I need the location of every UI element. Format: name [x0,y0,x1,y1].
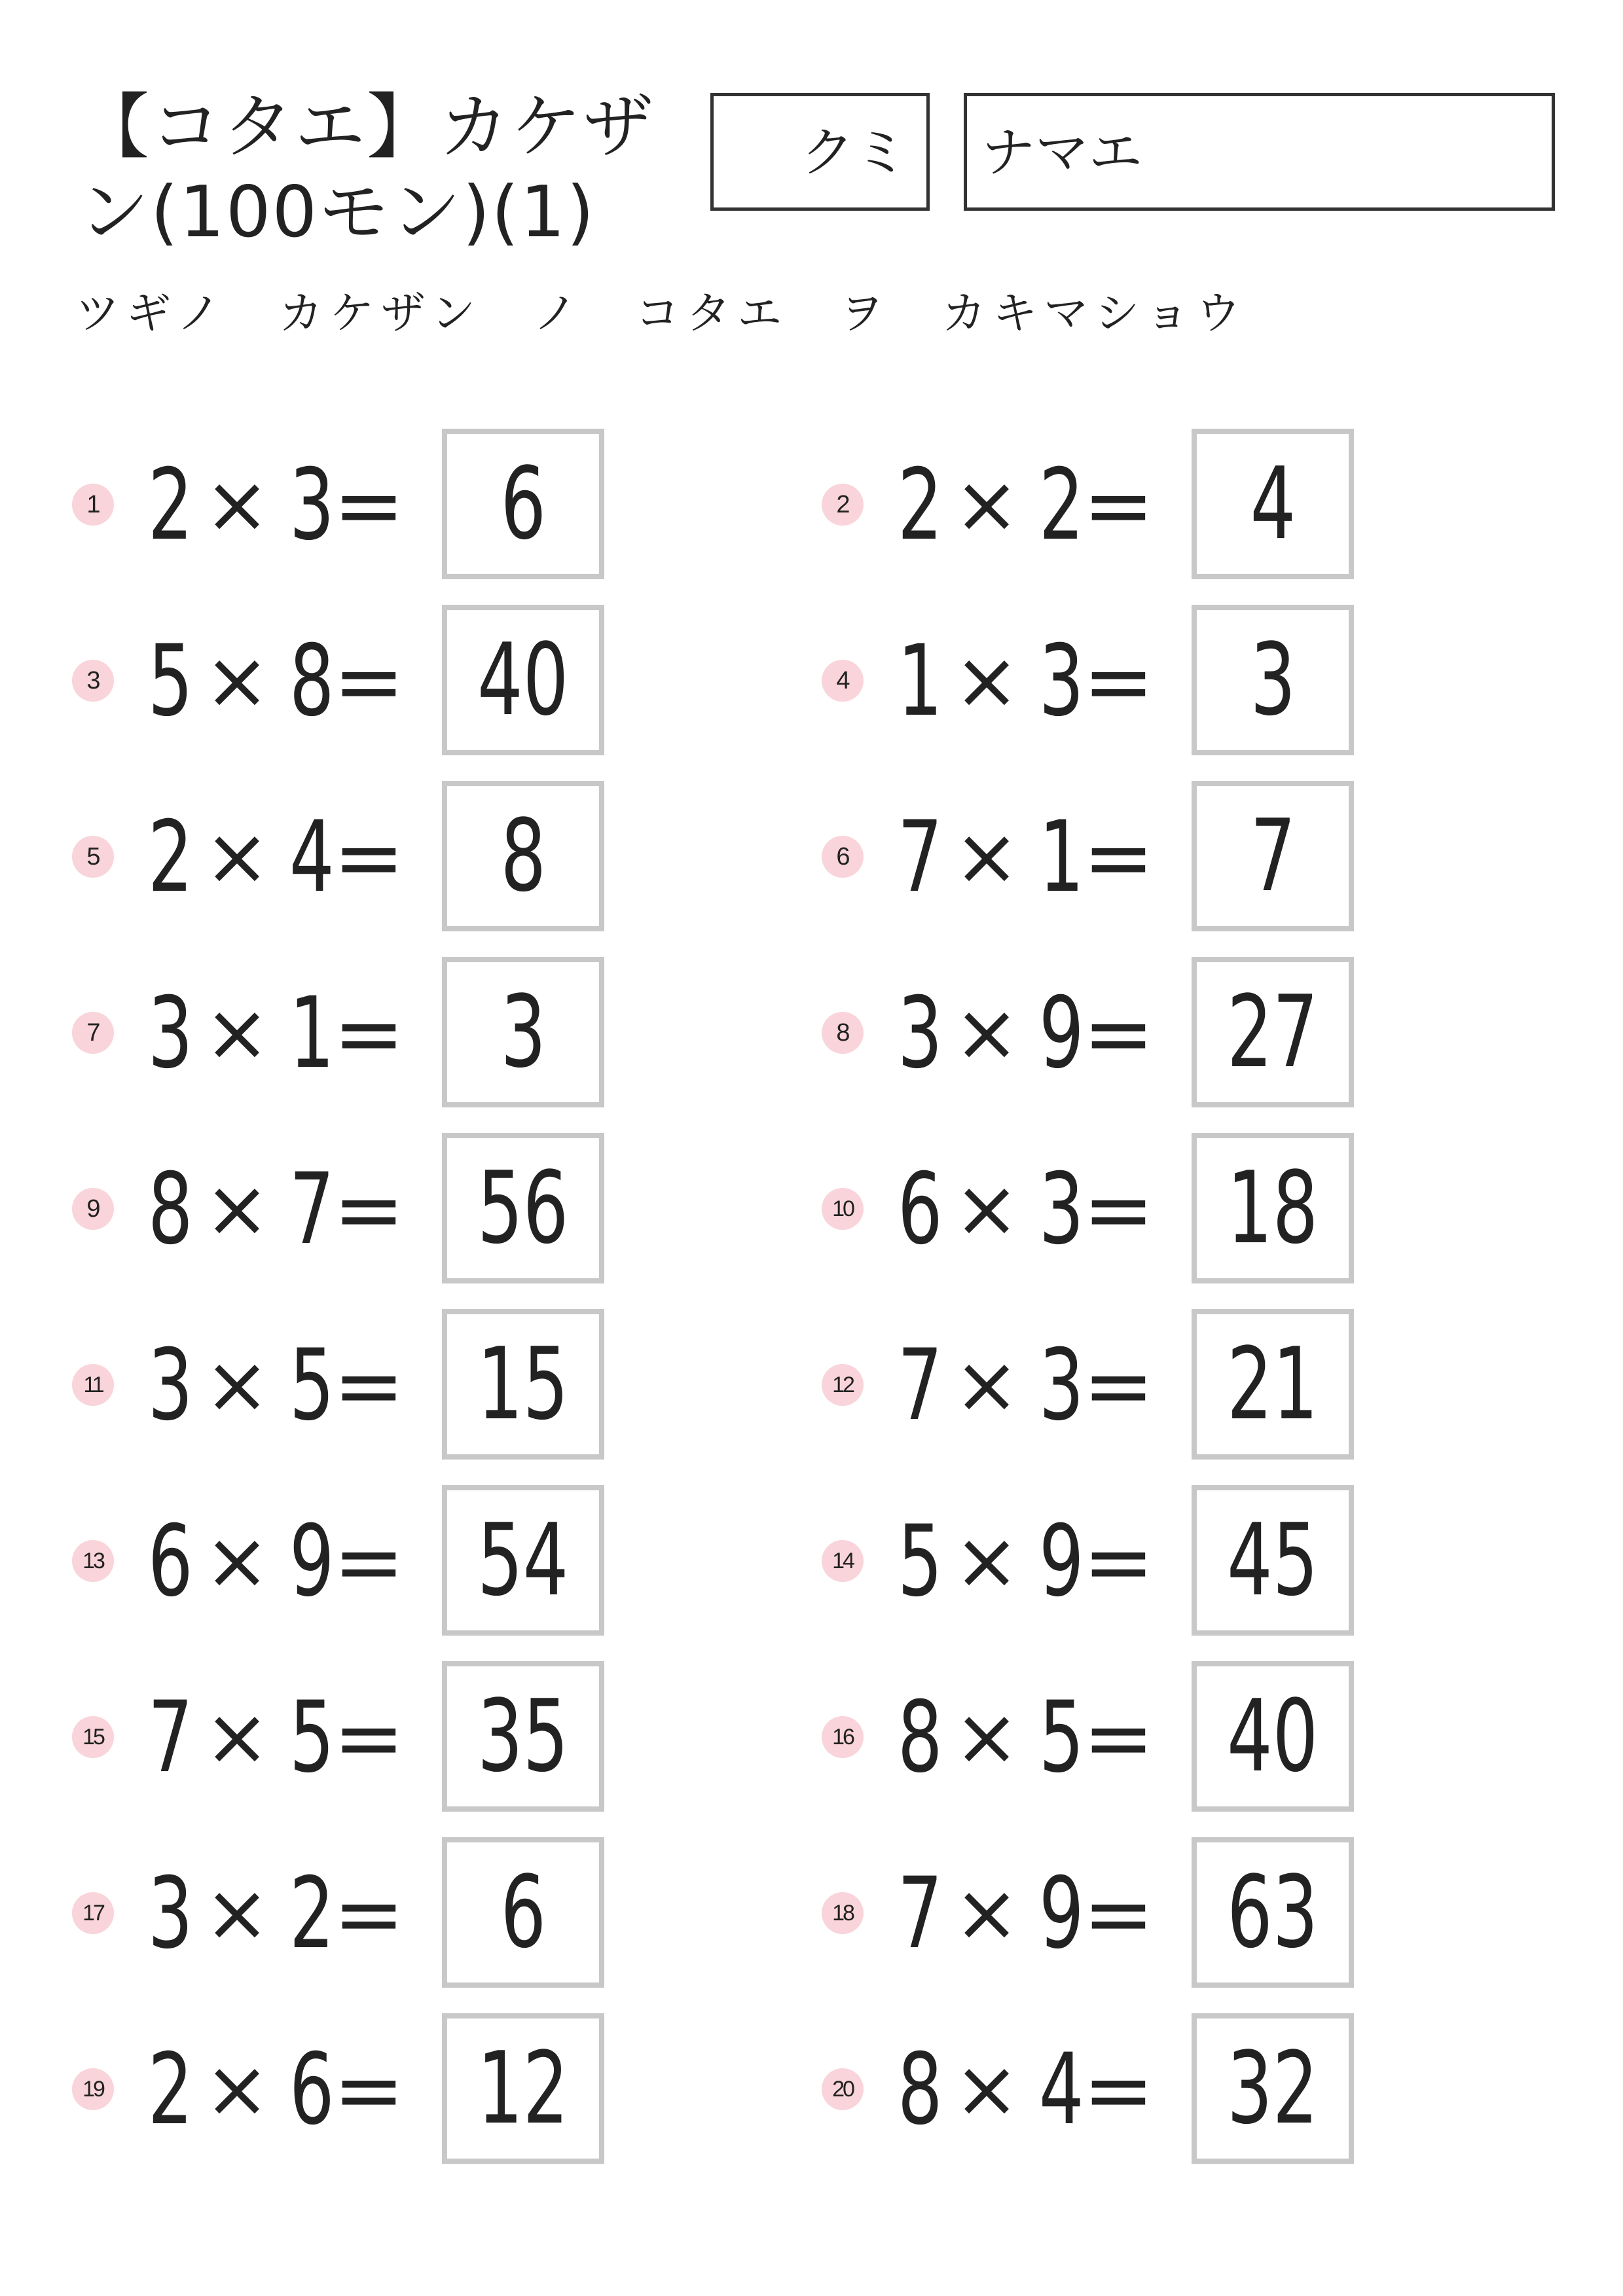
problem-item [72,957,714,1107]
operand-b: 4 [1038,2033,1084,2147]
equals-sign: = [333,2040,405,2140]
operand-a: 5 [147,624,193,738]
equals-sign: = [1083,1864,1154,1964]
answer-box[interactable] [1192,1661,1354,1812]
answer-value: 35 [477,1678,569,1794]
problem-expression [141,448,405,562]
problem-expression [890,1505,1154,1619]
problem-expression [141,1329,405,1443]
class-label: クミ [800,122,908,184]
equals-sign: = [1083,1336,1154,1435]
operand-b: 9 [1038,1505,1084,1619]
operand-a: 7 [897,800,943,914]
answer-value: 3 [1250,622,1296,738]
equals-sign: = [333,1512,405,1611]
problem-item [72,1837,714,1988]
problem-item [822,957,1463,1107]
problem-expression [890,800,1154,914]
problem-number-badge: 12 [822,1364,864,1406]
equals-sign: = [1083,1160,1154,1259]
times-sign: × [204,636,270,726]
answer-value: 27 [1227,974,1319,1090]
operand-a: 8 [897,2033,943,2147]
times-sign: × [204,2044,270,2135]
answer-box[interactable] [442,1837,604,1988]
problem-item [822,2013,1463,2164]
problem-number-badge: 7 [72,1012,114,1054]
problem-number-badge: 3 [72,660,114,702]
problem-expression [890,2033,1154,2147]
equals-sign: = [333,808,405,907]
worksheet-title: 【コタエ】カケザン(100モン)(1) [79,86,655,253]
times-sign: × [204,459,270,550]
equals-sign: = [333,456,405,555]
operand-b: 3 [289,448,335,562]
operand-a: 7 [897,1329,943,1443]
equals-sign: = [333,1336,405,1435]
operand-b: 3 [1038,1153,1084,1266]
problem-number-badge: 15 [72,1716,114,1758]
problem-number-badge: 8 [822,1012,864,1054]
name-label: ナマエ [981,122,1143,184]
equals-sign: = [1083,456,1154,555]
answer-box[interactable] [442,429,604,579]
instruction-text: ツギノ カケザン ノ コタエ ヲ カキマショウ [75,288,1247,340]
problem-expression [890,1153,1154,1266]
problem-number-badge: 18 [822,1892,864,1934]
equals-sign: = [333,1160,405,1259]
times-sign: × [953,812,1020,903]
operand-a: 6 [897,1153,943,1266]
answer-value: 4 [1250,446,1296,562]
class-field[interactable] [710,93,930,211]
operand-b: 5 [289,1681,335,1795]
problem-number-badge: 17 [72,1892,114,1934]
answer-box[interactable] [442,781,604,931]
problem-expression [141,800,405,914]
problem-expression [141,1505,405,1619]
answer-box[interactable] [1192,1309,1354,1460]
answer-box[interactable] [442,605,604,755]
problem-item [822,429,1463,579]
operand-a: 5 [897,1505,943,1619]
answer-value: 56 [477,1150,569,1266]
operand-a: 2 [147,2033,193,2147]
problem-expression [890,1681,1154,1795]
answer-box[interactable] [442,1485,604,1636]
answer-box[interactable] [1192,1837,1354,1988]
times-sign: × [204,1164,270,1255]
answer-box[interactable] [1192,1485,1354,1636]
problem-expression [141,624,405,738]
answer-value: 6 [500,446,546,562]
answer-value: 7 [1250,798,1296,914]
operand-a: 3 [147,977,193,1090]
operand-a: 3 [147,1857,193,1971]
operand-a: 2 [897,448,943,562]
problem-number-badge: 20 [822,2068,864,2110]
operand-b: 9 [1038,1857,1084,1971]
problem-number-badge: 19 [72,2068,114,2110]
operand-a: 2 [147,800,193,914]
operand-b: 1 [289,977,335,1090]
operand-a: 3 [897,977,943,1090]
answer-box[interactable] [442,1309,604,1460]
problem-expression [890,1857,1154,1971]
problem-number-badge: 4 [822,660,864,702]
times-sign: × [953,988,1020,1079]
answer-value: 21 [1227,1326,1319,1442]
equals-sign: = [1083,632,1154,731]
problem-item [822,1309,1463,1460]
equals-sign: = [1083,2040,1154,2140]
problem-number-badge: 16 [822,1716,864,1758]
answer-value: 6 [500,1854,546,1970]
times-sign: × [204,1692,270,1783]
equals-sign: = [1083,1688,1154,1787]
problem-number-badge: 6 [822,836,864,878]
operand-a: 8 [147,1153,193,1266]
problem-expression [141,1857,405,1971]
problem-item [822,1133,1463,1283]
problem-item [72,429,714,579]
problem-expression [890,624,1154,738]
answer-value: 32 [1227,2030,1319,2146]
problem-item [822,1661,1463,1812]
answer-box[interactable] [442,1133,604,1283]
answer-value: 63 [1227,1854,1319,1970]
times-sign: × [204,1340,270,1431]
equals-sign: = [333,1864,405,1964]
problem-item [72,2013,714,2164]
answer-box[interactable] [1192,429,1354,579]
operand-a: 3 [147,1329,193,1443]
name-field[interactable] [964,93,1555,211]
times-sign: × [953,1516,1020,1607]
problem-item [822,781,1463,931]
problem-item [72,1661,714,1812]
problem-item [72,605,714,755]
answer-value: 12 [477,2030,569,2146]
times-sign: × [953,1692,1020,1783]
answer-value: 54 [477,1502,569,1618]
answer-box[interactable] [1192,957,1354,1107]
operand-b: 9 [289,1505,335,1619]
operand-b: 3 [1038,624,1084,738]
times-sign: × [204,1516,270,1607]
problem-number-badge: 13 [72,1540,114,1582]
problem-number-badge: 5 [72,836,114,878]
answer-box[interactable] [1192,781,1354,931]
operand-b: 7 [289,1153,335,1266]
times-sign: × [204,988,270,1079]
problem-item [822,1837,1463,1988]
problem-expression [141,1153,405,1266]
answer-value: 8 [500,798,546,914]
answer-value: 40 [1227,1678,1319,1794]
problem-item [72,1309,714,1460]
problem-item [822,605,1463,755]
operand-b: 6 [289,2033,335,2147]
operand-b: 5 [1038,1681,1084,1795]
operand-a: 7 [897,1857,943,1971]
problem-expression [141,1681,405,1795]
problem-expression [141,2033,405,2147]
answer-box[interactable] [1192,2013,1354,2164]
answer-box[interactable] [1192,1133,1354,1283]
times-sign: × [953,2044,1020,2135]
answer-value: 15 [477,1326,569,1442]
times-sign: × [953,1868,1020,1959]
problem-expression [890,448,1154,562]
equals-sign: = [333,1688,405,1787]
problem-expression [890,1329,1154,1443]
problem-number-badge: 9 [72,1188,114,1230]
operand-b: 1 [1038,800,1084,914]
operand-b: 2 [289,1857,335,1971]
operand-a: 1 [897,624,943,738]
problem-item [72,1133,714,1283]
answer-value: 3 [500,974,546,1090]
problem-item [72,781,714,931]
problem-item [72,1485,714,1636]
problem-number-badge: 1 [72,484,114,526]
times-sign: × [953,459,1020,550]
answer-box[interactable] [442,957,604,1107]
problem-number-badge: 11 [72,1364,114,1406]
equals-sign: = [1083,1512,1154,1611]
times-sign: × [953,636,1020,726]
operand-b: 4 [289,800,335,914]
problem-number-badge: 2 [822,484,864,526]
operand-a: 8 [897,1681,943,1795]
equals-sign: = [333,984,405,1083]
equals-sign: = [1083,984,1154,1083]
times-sign: × [204,1868,270,1959]
operand-b: 8 [289,624,335,738]
answer-box[interactable] [1192,605,1354,755]
answer-value: 45 [1227,1502,1319,1618]
answer-value: 40 [477,622,569,738]
times-sign: × [204,812,270,903]
problem-item [822,1485,1463,1636]
times-sign: × [953,1164,1020,1255]
equals-sign: = [333,632,405,731]
operand-a: 6 [147,1505,193,1619]
answer-value: 18 [1227,1150,1319,1266]
problem-number-badge: 10 [822,1188,864,1230]
problem-number-badge: 14 [822,1540,864,1582]
times-sign: × [953,1340,1020,1431]
problem-expression [890,977,1154,1090]
equals-sign: = [1083,808,1154,907]
operand-b: 5 [289,1329,335,1443]
operand-b: 3 [1038,1329,1084,1443]
operand-b: 2 [1038,448,1084,562]
operand-a: 7 [147,1681,193,1795]
operand-b: 9 [1038,977,1084,1090]
operand-a: 2 [147,448,193,562]
answer-box[interactable] [442,1661,604,1812]
problem-expression [141,977,405,1090]
answer-box[interactable] [442,2013,604,2164]
